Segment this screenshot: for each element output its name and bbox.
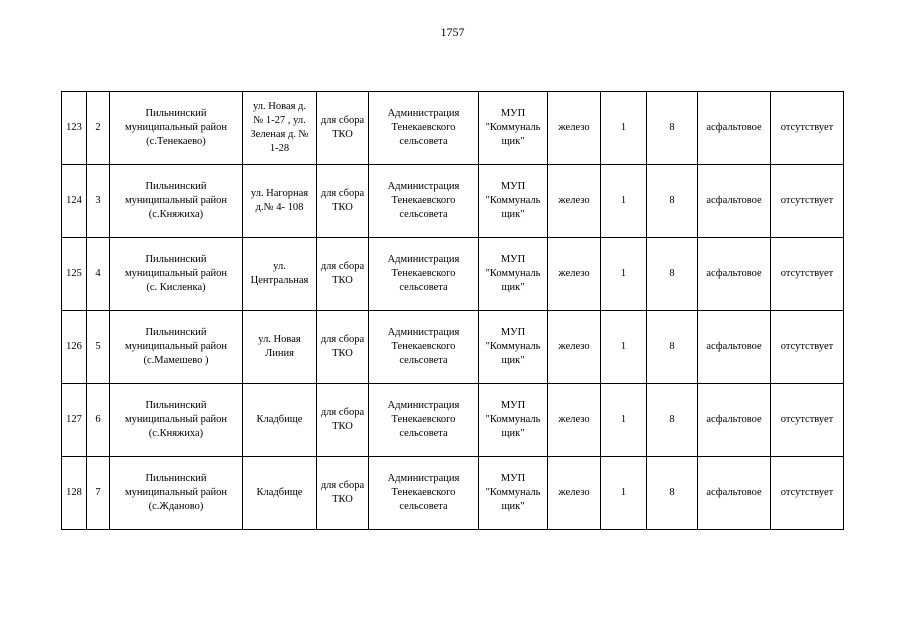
address-cell bbox=[243, 238, 317, 311]
cell-line: Администрация bbox=[387, 327, 460, 338]
fence-cell: отсутствует bbox=[771, 311, 844, 384]
purpose-cell bbox=[317, 311, 369, 384]
cell-line: Пильнинский bbox=[145, 108, 207, 119]
cell-line: (с.Жданово) bbox=[148, 501, 204, 512]
page-number: 1757 bbox=[440, 25, 465, 39]
cell-line: муниципальный район bbox=[124, 341, 228, 352]
address-cell bbox=[243, 384, 317, 457]
cell-line: "Коммуналь bbox=[485, 268, 541, 279]
row-number-cell: 123 bbox=[62, 92, 87, 165]
cell-line: Пильнинский bbox=[145, 327, 207, 338]
cell-line: Центральная bbox=[250, 275, 309, 286]
operator-cell bbox=[479, 238, 548, 311]
cell-line: щик" bbox=[501, 209, 525, 220]
container-volume-cell: 8 bbox=[647, 238, 698, 311]
surface-type-cell: асфальтовое bbox=[698, 92, 771, 165]
cell-line: "Коммуналь bbox=[485, 195, 541, 206]
address-cell bbox=[243, 311, 317, 384]
cell-line: ТКО bbox=[332, 348, 353, 359]
cell-line: сельсовета bbox=[399, 282, 448, 293]
cell-line: Пильнинский bbox=[145, 181, 207, 192]
row-subnumber-cell: 5 bbox=[87, 311, 110, 384]
district-cell bbox=[110, 238, 243, 311]
cell-line: муниципальный район bbox=[124, 414, 228, 425]
container-count-cell: 1 bbox=[601, 92, 647, 165]
purpose-cell bbox=[317, 92, 369, 165]
fence-cell: отсутствует bbox=[771, 384, 844, 457]
cell-line: Тенекаевского bbox=[391, 341, 456, 352]
cell-line: сельсовета bbox=[399, 428, 448, 439]
row-subnumber-cell: 7 bbox=[87, 457, 110, 530]
row-subnumber-cell: 2 bbox=[87, 92, 110, 165]
cell-line: "Коммуналь bbox=[485, 414, 541, 425]
cell-line: муниципальный район bbox=[124, 122, 228, 133]
cell-line: МУП bbox=[500, 473, 526, 484]
container-volume-cell: 8 bbox=[647, 92, 698, 165]
purpose-cell bbox=[317, 165, 369, 238]
cell-line: Зеленая д. № bbox=[250, 129, 309, 140]
cell-line: щик" bbox=[501, 282, 525, 293]
row-number-cell: 124 bbox=[62, 165, 87, 238]
district-cell bbox=[110, 384, 243, 457]
operator-cell bbox=[479, 384, 548, 457]
cell-line: муниципальный район bbox=[124, 195, 228, 206]
container-volume-cell: 8 bbox=[647, 311, 698, 384]
cell-line: Администрация bbox=[387, 181, 460, 192]
cell-line: "Коммуналь bbox=[485, 341, 541, 352]
container-volume-cell: 8 bbox=[647, 165, 698, 238]
cell-line: МУП bbox=[500, 327, 526, 338]
container-material-cell: железо bbox=[548, 165, 601, 238]
container-material-cell: железо bbox=[548, 311, 601, 384]
cell-line: ТКО bbox=[332, 275, 353, 286]
row-number-cell: 125 bbox=[62, 238, 87, 311]
cell-line: муниципальный район bbox=[124, 268, 228, 279]
cell-line: Администрация bbox=[387, 400, 460, 411]
operator-cell bbox=[479, 311, 548, 384]
cell-line: ТКО bbox=[332, 129, 353, 140]
surface-type-cell: асфальтовое bbox=[698, 457, 771, 530]
container-count-cell: 1 bbox=[601, 238, 647, 311]
operator-cell bbox=[479, 165, 548, 238]
owner-cell bbox=[369, 384, 479, 457]
cell-line: ул. Новая д. bbox=[252, 101, 306, 112]
container-volume-cell: 8 bbox=[647, 457, 698, 530]
cell-line: Линия bbox=[265, 348, 294, 359]
owner-cell bbox=[369, 165, 479, 238]
cell-line: Кладбище bbox=[256, 487, 303, 498]
cell-line: д.№ 4- 108 bbox=[255, 202, 304, 213]
waste-sites-table bbox=[61, 91, 844, 530]
purpose-cell bbox=[317, 457, 369, 530]
surface-type-cell: асфальтовое bbox=[698, 384, 771, 457]
cell-line: (с. Кисленка) bbox=[146, 282, 206, 293]
container-material-cell: железо bbox=[548, 92, 601, 165]
cell-line: щик" bbox=[501, 501, 525, 512]
container-count-cell: 1 bbox=[601, 165, 647, 238]
table-row bbox=[62, 384, 844, 457]
cell-line: ТКО bbox=[332, 421, 353, 432]
cell-line: для сбора bbox=[320, 480, 365, 491]
cell-line: Тенекаевского bbox=[391, 487, 456, 498]
cell-line: (с.Княжиха) bbox=[148, 428, 204, 439]
address-cell bbox=[243, 165, 317, 238]
row-subnumber-cell: 6 bbox=[87, 384, 110, 457]
purpose-cell bbox=[317, 238, 369, 311]
cell-line: щик" bbox=[501, 136, 525, 147]
row-number-cell: 127 bbox=[62, 384, 87, 457]
district-cell bbox=[110, 311, 243, 384]
table-row bbox=[62, 457, 844, 530]
cell-line: МУП bbox=[500, 400, 526, 411]
cell-line: Администрация bbox=[387, 473, 460, 484]
purpose-cell bbox=[317, 384, 369, 457]
cell-line: МУП bbox=[500, 181, 526, 192]
surface-type-cell: асфальтовое bbox=[698, 311, 771, 384]
cell-line: ТКО bbox=[332, 494, 353, 505]
cell-line: Тенекаевского bbox=[391, 268, 456, 279]
address-cell bbox=[243, 457, 317, 530]
cell-line: Администрация bbox=[387, 108, 460, 119]
cell-line: сельсовета bbox=[399, 209, 448, 220]
cell-line: МУП bbox=[500, 254, 526, 265]
fence-cell: отсутствует bbox=[771, 238, 844, 311]
container-material-cell: железо bbox=[548, 384, 601, 457]
container-material-cell: железо bbox=[548, 238, 601, 311]
cell-line: (с.Мамешево ) bbox=[143, 355, 209, 366]
district-cell bbox=[110, 92, 243, 165]
cell-line: ул. Новая bbox=[258, 334, 301, 345]
table-row bbox=[62, 238, 844, 311]
table-row bbox=[62, 92, 844, 165]
surface-type-cell: асфальтовое bbox=[698, 238, 771, 311]
row-subnumber-cell: 3 bbox=[87, 165, 110, 238]
operator-cell bbox=[479, 92, 548, 165]
surface-type-cell: асфальтовое bbox=[698, 165, 771, 238]
owner-cell bbox=[369, 238, 479, 311]
cell-line: "Коммуналь bbox=[485, 122, 541, 133]
cell-line: Кладбище bbox=[256, 414, 303, 425]
cell-line: (с.Княжиха) bbox=[148, 209, 204, 220]
cell-line: для сбора bbox=[320, 334, 365, 345]
container-material-cell: железо bbox=[548, 457, 601, 530]
cell-line: сельсовета bbox=[399, 136, 448, 147]
cell-line: Тенекаевского bbox=[391, 414, 456, 425]
table-row bbox=[62, 311, 844, 384]
fence-cell: отсутствует bbox=[771, 92, 844, 165]
operator-cell bbox=[479, 457, 548, 530]
cell-line: ул. Нагорная bbox=[250, 188, 309, 199]
cell-line: для сбора bbox=[320, 261, 365, 272]
cell-line: для сбора bbox=[320, 115, 365, 126]
cell-line: щик" bbox=[501, 428, 525, 439]
district-cell bbox=[110, 165, 243, 238]
district-cell bbox=[110, 457, 243, 530]
owner-cell bbox=[369, 457, 479, 530]
row-number-cell: 128 bbox=[62, 457, 87, 530]
cell-line: Пильнинский bbox=[145, 473, 207, 484]
table-row bbox=[62, 165, 844, 238]
cell-line: для сбора bbox=[320, 407, 365, 418]
cell-line: Администрация bbox=[387, 254, 460, 265]
cell-line: "Коммуналь bbox=[485, 487, 541, 498]
cell-line: сельсовета bbox=[399, 355, 448, 366]
cell-line: муниципальный район bbox=[124, 487, 228, 498]
cell-line: ул. bbox=[273, 261, 286, 272]
cell-line: сельсовета bbox=[399, 501, 448, 512]
container-count-cell: 1 bbox=[601, 384, 647, 457]
cell-line: 1-28 bbox=[269, 143, 290, 154]
cell-line: для сбора bbox=[320, 188, 365, 199]
cell-line: ТКО bbox=[332, 202, 353, 213]
cell-line: № 1-27 , ул. bbox=[253, 115, 306, 126]
container-count-cell: 1 bbox=[601, 311, 647, 384]
owner-cell bbox=[369, 311, 479, 384]
row-subnumber-cell: 4 bbox=[87, 238, 110, 311]
fence-cell: отсутствует bbox=[771, 165, 844, 238]
cell-line: МУП bbox=[500, 108, 526, 119]
cell-line: (с.Тенекаево) bbox=[146, 136, 206, 147]
cell-line: Пильнинский bbox=[145, 400, 207, 411]
cell-line: Тенекаевского bbox=[391, 122, 456, 133]
owner-cell bbox=[369, 92, 479, 165]
fence-cell: отсутствует bbox=[771, 457, 844, 530]
container-volume-cell: 8 bbox=[647, 384, 698, 457]
cell-line: Тенекаевского bbox=[391, 195, 456, 206]
address-cell bbox=[243, 92, 317, 165]
cell-line: щик" bbox=[501, 355, 525, 366]
container-count-cell: 1 bbox=[601, 457, 647, 530]
cell-line: Пильнинский bbox=[145, 254, 207, 265]
row-number-cell: 126 bbox=[62, 311, 87, 384]
